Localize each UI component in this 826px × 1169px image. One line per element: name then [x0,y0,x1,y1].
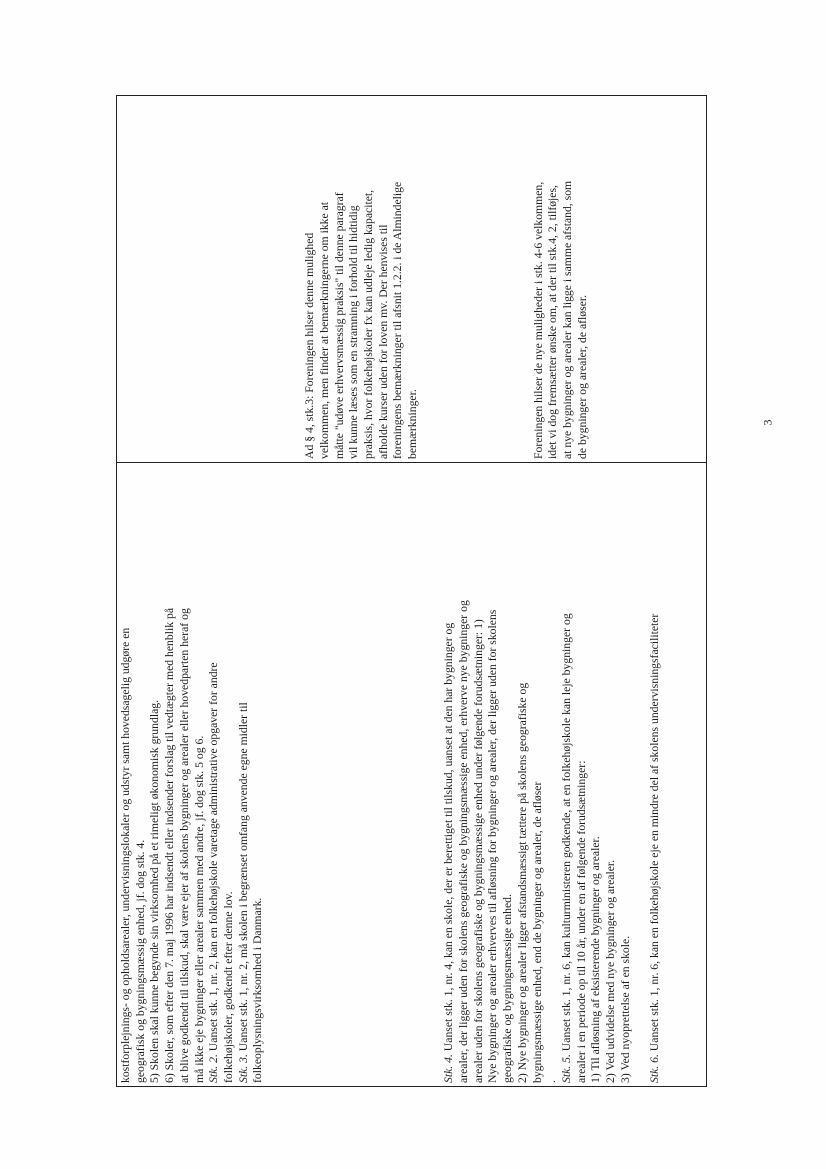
comment-line: Foreningen hilser de nye muligheder i stk. 4-6 velkommen, [531,181,545,459]
law-line: 6) Skoler, som efter den 7. maj 1996 har indsendt eller indsender forslag til vedtægter med henblik på [163,607,177,1083]
law-line: folkeoplysningsvirksomhed i Danmark. [251,897,265,1083]
comment-line: vil kunne læses som en stramning i forhold til hidtidig [347,205,361,459]
stray-dot: . [545,1080,559,1083]
law-line: kostforplejnings- og opholdsarealer, undervisningslokaler og udstyr samt hovedsagelig udgøre en [119,627,132,1083]
law-line: 5) Skolen skal kunne begynde sin virksomhed på et rimeligt økonomisk grundlag. [148,699,162,1083]
law-block-1 [119,466,207,1083]
law-line: arealer i en periode op til 10 år, under en af følgende forudsætninger: [574,760,588,1083]
law-line: Nye bygninger og arealer erhverves til afløsning for bygninger og arealer, der ligger uden for skolens [486,609,500,1083]
comment-line: de bygninger og arealer, de afløser. [575,294,589,459]
law-line: Uanset stk. 1, nr. 6, kan kulturministeren godkende, at en folkehøjskole kan leje bygninger og [559,613,573,1055]
law-line: arealer, der ligger uden for skolens geografiske og bygningsmæssige enhed, erhverve nye bygninger og [456,600,470,1083]
law-line: geografisk og bygningsmæssig enhed, jf. dog stk. 4. [133,839,147,1083]
stk-4-label: Stk. 4. [442,1054,456,1083]
law-line: Uanset stk. 1, nr. 6, kan en folkehøjskole eje en mindre del af skolens undervisningsfaciliteter [648,613,662,1055]
comment-cell [117,96,707,463]
comment-line: afholde kurser uden for loven mv. Der henvises til [376,224,390,459]
comment-table [116,95,707,1087]
law-line: 1) Til afløsning af eksisterende bygninger og arealer. [589,836,603,1083]
comment-line: velkommen, men finder at bemærkningerne om ikke at [317,201,331,459]
comment-line: foreningens bemærkninger til afsnit 1.2.2. i de Almindelige [391,181,405,459]
stk-3-label: Stk. 3. [236,1054,250,1083]
law-line: 2) Ved udvidelse med nye bygninger og arealer. [604,859,618,1083]
rotated-page [116,96,826,1083]
law-line: Uanset stk. 1, nr. 4, kan en skole, der er berettiget til tilskud, uanset at den har bygninger og [442,622,456,1055]
stk-2 [207,466,236,1083]
law-line: folkehøjskoler, godkendt efter denne lov. [221,891,235,1083]
comment-stk4-6 [532,99,591,459]
law-line: geografiske og bygningsmæssige enhed. [501,894,515,1083]
stk-3 [237,466,266,1083]
law-line: Uanset stk. 1, nr. 2, må skolen i begrænset omfang anvende egne midler til [236,702,250,1055]
stk-4 [442,466,545,1083]
law-line: bygningsmæssige enhed, end de bygninger og arealer, de afløser [530,781,544,1083]
comment-line: at nye bygninger og arealer kan ligge i samme afstand, som [561,180,575,459]
law-line: arealer uden for skolens geografiske og bygningsmæssige enhed under følgende forudsætninger: 1) [471,619,485,1083]
stk-5-label: Stk. 5. [559,1054,573,1083]
law-line: 3) Ved nyoprettelse af en skole. [618,935,632,1083]
comment-line: praksis, hvor folkehøjskoler fx kan udleje ledig kapacitet, [362,189,376,459]
stk-6 [648,466,663,1083]
comment-line: Ad § 4, stk.3: Foreningen hilser denne mulighed [303,232,317,459]
law-line: Uanset stk. 1, nr. 2, kan en folkehøjskole varetage administrative opgaver for andre [207,662,221,1055]
stk-2-label: Stk. 2. [207,1054,221,1083]
stk-5 [560,466,634,1083]
comment-line: idet vi dog fremsætter ønske om, at der til stk.4, 2, tilføjes, [546,185,560,459]
comment-line: bemærkninger. [406,389,420,459]
law-line: må ikke eje bygninger eller arealer sammen med andre, jf. dog stk. 5 og 6. [192,735,206,1083]
comment-line: måtte "udøve erhvervsmæssig praksis" til denne paragraf [332,192,346,459]
stk-6-label: Stk. 6. [648,1054,662,1083]
law-line: 2) Nye bygninger og arealer ligger afstandsmæssigt tættere på skolens geografiske og [515,682,529,1083]
law-line: at blive godkendt til tilskud, skal være ejer af skolens bygninger og arealer eller hovedparten heraf og [177,608,191,1083]
page-number: 3 [760,419,775,426]
comment-stk3 [303,99,421,459]
law-text-cell [117,463,707,1087]
